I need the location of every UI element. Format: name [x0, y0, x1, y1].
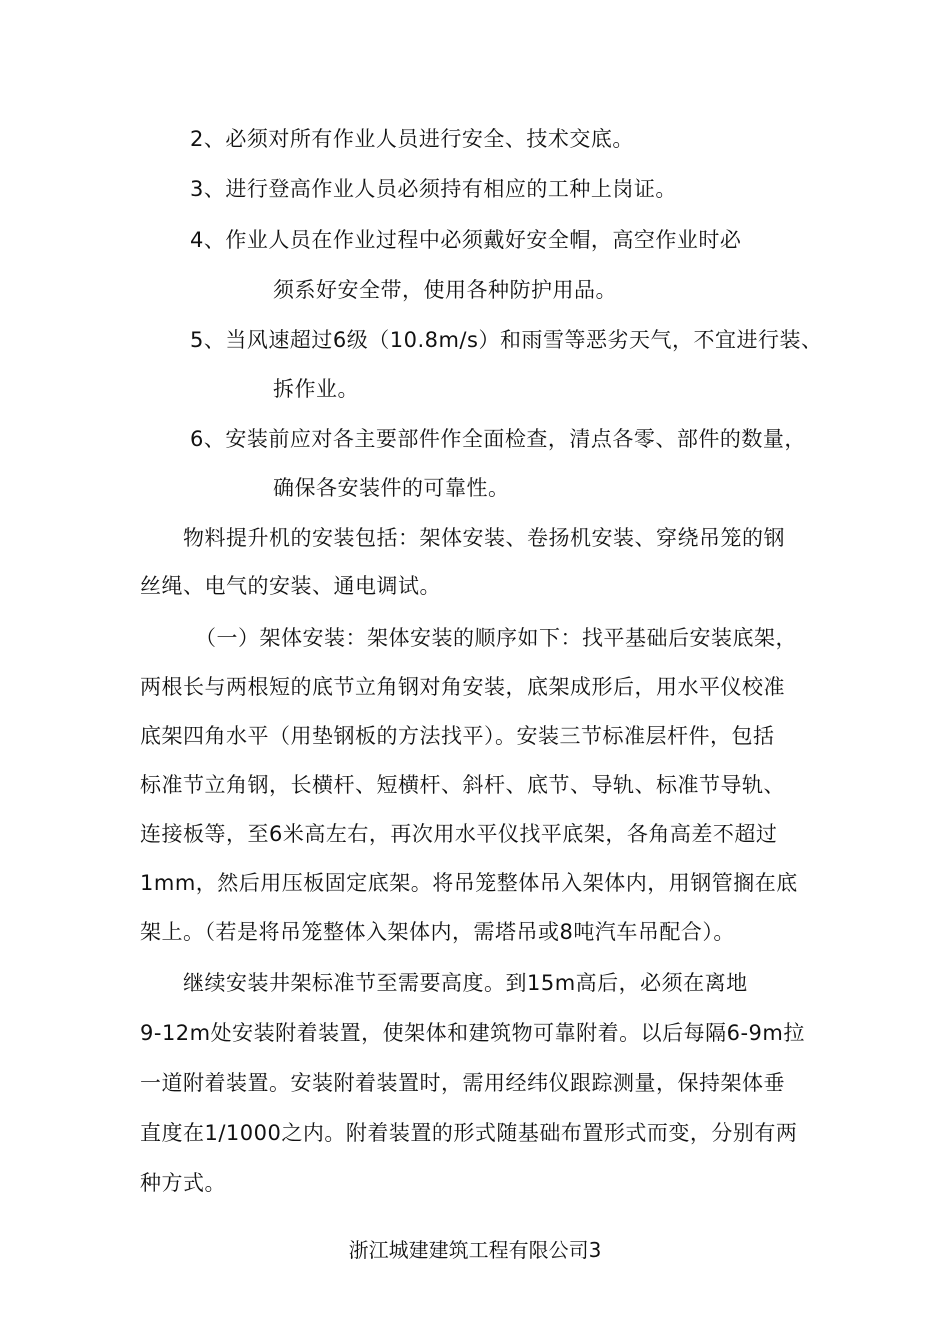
page-footer — [0, 1236, 950, 1264]
para-3-line-3: 一道附着装置。安装附着装置时，需用经纬仪跟踪测量，保持架体垂 — [140, 1071, 785, 1095]
para-3-line-5: 种方式。 — [140, 1171, 226, 1195]
list-item-5-line-1: 5、当风速超过6级（10.8m/s）和雨雪等恶劣天气，不宜进行装、 — [190, 328, 823, 352]
para-2-line-7: 架上。（若是将吊笼整体入架体内，需塔吊或8吨汽车吊配合）。 — [140, 920, 735, 944]
list-item-2-line-1: 2、必须对所有作业人员进行安全、技术交底。 — [190, 127, 634, 151]
para-2-line-1: （一）架体安装：架体安装的顺序如下：找平基础后安装底架， — [195, 626, 797, 650]
footer-page-number: 3 — [588, 1238, 602, 1262]
para-2-line-6: 1mm，然后用压板固定底架。将吊笼整体吊入架体内，用钢管搁在底 — [140, 871, 798, 895]
list-item-4-line-1: 4、作业人员在作业过程中必须戴好安全帽，高空作业时必 — [190, 228, 742, 252]
para-2-line-4: 标准节立角钢，长横杆、短横杆、斜杆、底节、导轨、标准节导轨、 — [140, 773, 785, 797]
para-2-line-5: 连接板等，至6米高左右，再次用水平仪找平底架，各角高差不超过 — [140, 822, 778, 846]
list-item-6-line-1: 6、安装前应对各主要部件作全面检查，清点各零、部件的数量， — [190, 427, 806, 451]
list-item-5-line-2: 拆作业。 — [273, 377, 359, 401]
para-3-line-1: 继续安装井架标准节至需要高度。到15m高后，必须在离地 — [183, 971, 748, 995]
list-item-6-line-2: 确保各安装件的可靠性。 — [273, 476, 510, 500]
list-item-4-line-2: 须系好安全带，使用各种防护用品。 — [273, 278, 617, 302]
para-3-line-2: 9-12m处安装附着装置，使架体和建筑物可靠附着。以后每隔6-9m拉 — [140, 1021, 805, 1045]
para-1-line-1: 物料提升机的安装包括：架体安装、卷扬机安装、穿绕吊笼的钢 — [183, 526, 785, 550]
footer-company: 浙江城建建筑工程有限公司 — [348, 1238, 589, 1262]
para-3-line-4: 直度在1/1000之内。附着装置的形式随基础布置形式而变，分别有两 — [140, 1121, 798, 1145]
para-2-line-2: 两根长与两根短的底节立角钢对角安装，底架成形后，用水平仪校准 — [140, 675, 785, 699]
list-item-3-line-1: 3、进行登高作业人员必须持有相应的工种上岗证。 — [190, 177, 677, 201]
para-2-line-3: 底架四角水平（用垫钢板的方法找平）。安装三节标准层杆件，包括 — [140, 724, 775, 748]
para-1-line-2: 丝绳、电气的安装、通电调试。 — [140, 574, 441, 598]
